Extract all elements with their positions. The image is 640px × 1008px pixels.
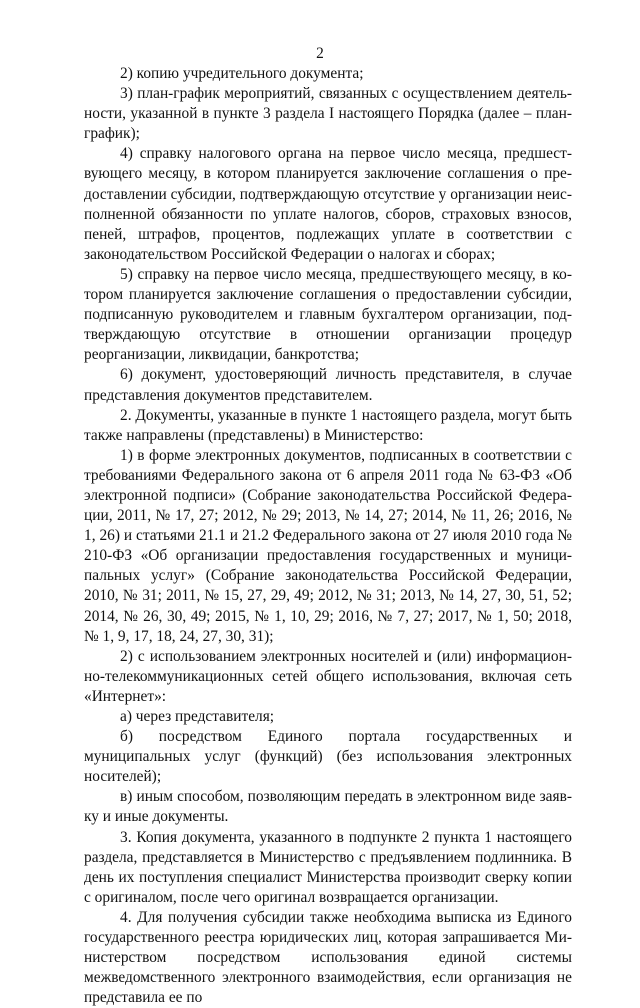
list-item-electronic-media: 2) с использованием электронных носителей и (или) информационно-телекоммуникационных сетей общего использования, включая сеть «Интернет»:	[84, 647, 572, 705]
list-item-bankruptcy-certificate: 5) справку на первое число месяца, предшествующего месяцу, в котором планируется заключение соглашения о предоставлении субсидии, подписанную руководителем и главным бухгалтером организации, подтверждающую отсутствие в отношении организации процедур реорганизации, ликвидации, банкротства;	[84, 265, 572, 364]
list-item-founding-document: 2) копию учредительного документа;	[120, 65, 364, 82]
sub-item-c: в) иным способом, позволяющим передать в электронном виде заявку и иные документы.	[84, 788, 572, 826]
list-item-identity-document: 6) документ, удостоверяющий личность представителя, в случае представления документов представителем.	[84, 366, 572, 404]
list-item-activity-plan: 3) план-график мероприятий, связанных с осуществлением деятельности, указанной в пункте 3 раздела I настоящего Порядка (далее – план-график);	[84, 85, 572, 143]
section-item-2: 2. Документы, указанные в пункте 1 настоящего раздела, могут быть также направлены (представлены) в Министерство:	[84, 406, 572, 444]
page-number: 2	[316, 45, 324, 62]
list-item-electronic-documents: 1) в форме электронных документов, подписанных в соответствии с требованиями Федерального закона от 6 апреля 2011 года № 63-ФЗ «Об электронной подписи» (Собрание законодательства Российской Федерации, 2011, № 17, 27; 2012, № 29; 2013, № 14, 27; 2014, № 11, 26; 2016, № 1, 26) и статьями 21.1 и 21.2 Федерального закона от 27 июля 2010 года № 210-ФЗ «Об организации предоставления государственных и муниципальных услуг» (Собрание законодательства Российской Федерации, 2010, № 31; 2011, № 15, 27, 29, 49; 2012, № 31; 2013, № 14, 27, 30, 51, 52; 2014, № 26, 30, 49; 2015, № 1, 10, 29; 2016, № 7, 27; 2017, № 1, 50; 2018, № 1, 9, 17, 18, 24, 27, 30, 31);	[84, 446, 572, 645]
sub-item-b: б) посредством Единого портала государственных и муниципальных услуг (функций) (без использования электронных носителей);	[84, 728, 572, 786]
document-body	[84, 64, 572, 1008]
sub-item-a: а) через представителя;	[120, 708, 275, 725]
section-item-4: 4. Для получения субсидии также необходима выписка из Единого государственного реестра юридических лиц, которая запрашивается Министерством посредством использования единой системы межведомственного электронного взаимодействия, если организация не представила ее по	[84, 908, 572, 1007]
section-item-3: 3. Копия документа, указанного в подпункте 2 пункта 1 настоящего раздела, представляется в Министерство с предъявлением подлинника. В день их поступления специалист Министерства производит сверку копии с оригиналом, после чего оригинал возвращается организации.	[84, 828, 572, 906]
list-item-tax-certificate: 4) справку налогового органа на первое число месяца, предшествующего месяцу, в котором планируется заключение соглашения о предоставлении субсидии, подтверждающую отсутствие у организации неисполненной обязанности по уплате налогов, сборов, страховых взносов, пеней, штрафов, процентов, подлежащих уплате в соответствии с законодательством Российской Федерации о налогах и сборах;	[84, 145, 572, 263]
